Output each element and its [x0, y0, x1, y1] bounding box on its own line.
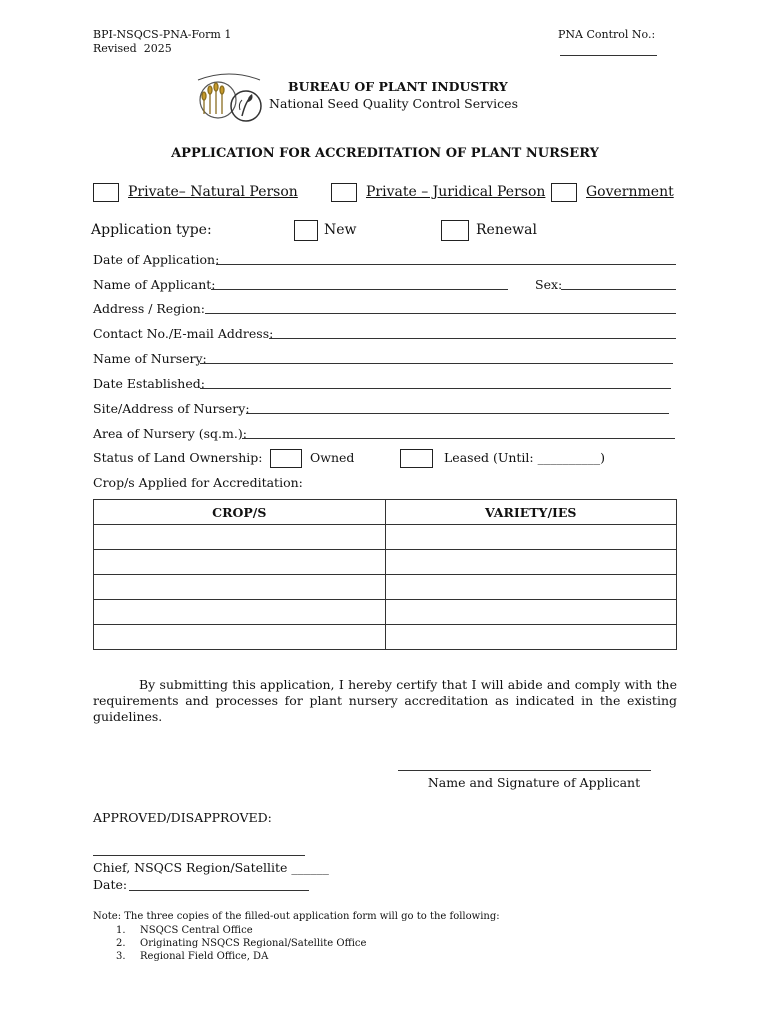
label-government: Government	[586, 184, 674, 200]
crop-column-header: CROP/S	[94, 500, 386, 525]
label-new: New	[324, 222, 357, 238]
checkbox-private-juridical[interactable]	[331, 183, 357, 202]
variety-cell[interactable]	[385, 575, 677, 600]
date-established-field[interactable]	[200, 388, 671, 389]
crop-cell[interactable]	[94, 525, 386, 550]
agency-service: National Seed Quality Control Services	[269, 96, 518, 111]
agency-name: BUREAU OF PLANT INDUSTRY	[288, 79, 508, 94]
variety-cell[interactable]	[385, 550, 677, 575]
date-of-application-label: Date of Application:	[93, 252, 220, 267]
date-established-label: Date Established:	[93, 376, 205, 391]
note-item-number: 3.	[116, 951, 126, 962]
nursery-name-field[interactable]	[200, 363, 673, 364]
label-private-natural: Private– Natural Person	[128, 184, 298, 200]
table-row	[94, 575, 677, 600]
contact-field[interactable]	[269, 338, 676, 339]
crop-cell[interactable]	[94, 575, 386, 600]
approval-date-label: Date:	[93, 877, 128, 892]
note-item-number: 2.	[116, 938, 126, 949]
crop-cell[interactable]	[94, 550, 386, 575]
bpi-logo	[192, 70, 266, 130]
variety-cell[interactable]	[385, 525, 677, 550]
table-row	[94, 625, 677, 650]
contact-label: Contact No./E-mail Address:	[93, 326, 274, 341]
address-label: Address / Region:	[93, 301, 205, 316]
area-label: Area of Nursery (sq.m.):	[93, 426, 247, 441]
sex-field[interactable]	[561, 289, 676, 290]
label-private-juridical: Private – Juridical Person	[366, 184, 546, 200]
variety-cell[interactable]	[385, 600, 677, 625]
crop-cell[interactable]	[94, 600, 386, 625]
chief-signature-field[interactable]	[93, 855, 305, 856]
control-number-label: PNA Control No.:	[558, 28, 656, 41]
checkbox-owned[interactable]	[270, 449, 302, 468]
sex-label: Sex:	[535, 277, 563, 292]
crop-table-header-row	[94, 500, 677, 525]
form-code: BPI-NSQCS-PNA-Form 1	[93, 28, 232, 41]
note-item: Regional Field Office, DA	[140, 951, 269, 962]
table-row	[94, 525, 677, 550]
date-of-application-field[interactable]	[216, 264, 676, 265]
crop-cell[interactable]	[94, 625, 386, 650]
label-owned: Owned	[310, 450, 355, 465]
nursery-name-label: Name of Nursery:	[93, 351, 207, 366]
note-item: NSQCS Central Office	[140, 925, 253, 936]
crops-applied-label: Crop/s Applied for Accreditation:	[93, 475, 303, 490]
form-title: APPLICATION FOR ACCREDITATION OF PLANT NURSERY	[171, 146, 599, 161]
control-number-field[interactable]	[560, 55, 657, 56]
variety-cell[interactable]	[385, 625, 677, 650]
variety-column-header: VARIETY/IES	[385, 500, 677, 525]
crop-table	[93, 499, 677, 650]
checkbox-private-natural[interactable]	[93, 183, 119, 202]
note-item-number: 1.	[116, 925, 126, 936]
checkbox-new[interactable]	[294, 220, 318, 241]
checkbox-government[interactable]	[551, 183, 577, 202]
signature-field[interactable]	[398, 770, 651, 771]
checkbox-leased[interactable]	[400, 449, 433, 468]
note-intro: Note: The three copies of the filled-out application form will go to the following:	[93, 911, 500, 922]
approval-label: APPROVED/DISAPPROVED:	[93, 810, 272, 825]
approval-date-field[interactable]	[129, 890, 309, 891]
name-of-applicant-field[interactable]	[211, 289, 508, 290]
label-renewal: Renewal	[476, 222, 537, 238]
area-field[interactable]	[242, 438, 675, 439]
land-ownership-label: Status of Land Ownership:	[93, 450, 263, 465]
name-of-applicant-label: Name of Applicant:	[93, 277, 216, 292]
application-type-label: Application type:	[91, 222, 212, 238]
site-address-label: Site/Address of Nursery:	[93, 401, 250, 416]
site-address-field[interactable]	[246, 413, 669, 414]
address-field[interactable]	[205, 313, 676, 314]
certification-text: By submitting this application, I hereby certify that I will abide and comply with the requirements and processes for plant nursery accreditation as indicated in the existing guidelines.	[93, 677, 677, 724]
chief-label: Chief, NSQCS Region/Satellite ______	[93, 860, 329, 875]
table-row	[94, 550, 677, 575]
table-row	[94, 600, 677, 625]
note-item: Originating NSQCS Regional/Satellite Office	[140, 938, 367, 949]
label-leased: Leased (Until: __________)	[444, 450, 605, 465]
checkbox-renewal[interactable]	[441, 220, 469, 241]
form-revision: Revised 2025	[93, 42, 172, 55]
signature-label: Name and Signature of Applicant	[427, 775, 641, 790]
